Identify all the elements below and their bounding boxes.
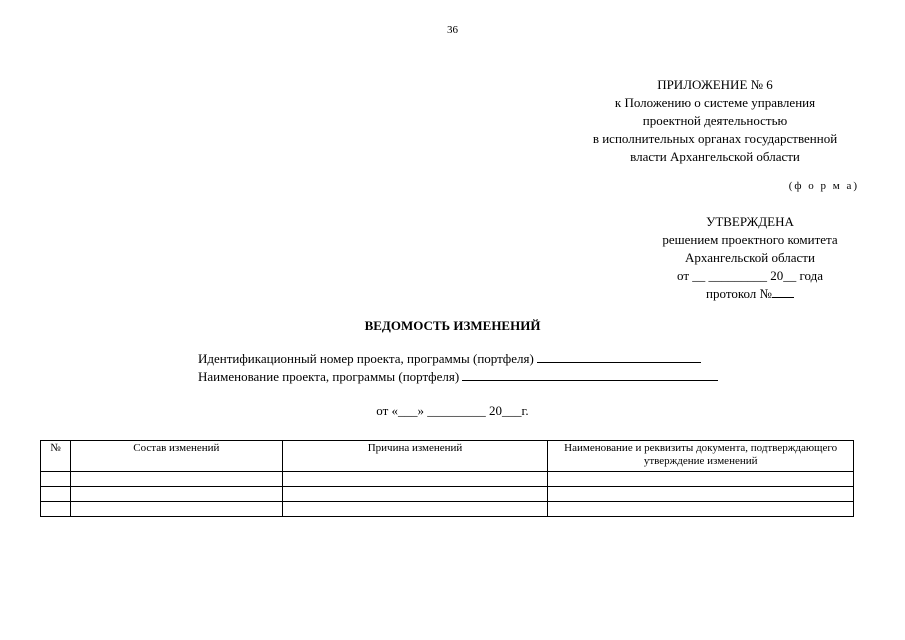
table-cell[interactable] [70, 472, 282, 487]
name-row [198, 368, 718, 386]
appendix-line: в исполнительных органах государственной [592, 131, 838, 146]
table-cell[interactable] [41, 487, 71, 502]
table-cell[interactable] [548, 487, 854, 502]
table-cell[interactable] [282, 472, 548, 487]
identification-label: Идентификационный номер проекта, программы (портфеля) [198, 351, 534, 366]
table-row [41, 487, 854, 502]
table-cell[interactable] [282, 502, 548, 517]
column-header-number: № [41, 441, 71, 472]
appendix-line: проектной деятельностью [642, 113, 788, 128]
table-cell[interactable] [41, 502, 71, 517]
appendix-line: ПРИЛОЖЕНИЕ № 6 [657, 77, 773, 92]
approval-date-line: от __ _________ 20__ года [676, 268, 824, 283]
identification-number-field[interactable] [537, 350, 701, 363]
table-row [41, 502, 854, 517]
name-label: Наименование проекта, программы (портфеля) [198, 369, 460, 384]
approval-line: Архангельской области [685, 250, 815, 265]
protocol-number-field[interactable] [772, 285, 794, 298]
table-cell[interactable] [548, 502, 854, 517]
approval-title: УТВЕРЖДЕНА [706, 214, 794, 229]
protocol-line [630, 285, 870, 303]
changes-table [40, 440, 854, 517]
appendix-line: к Положению о системе управления [614, 95, 816, 110]
column-header-changes: Состав изменений [70, 441, 282, 472]
column-header-reason: Причина изменений [282, 441, 548, 472]
page-number: 36 [447, 24, 458, 36]
table-cell[interactable] [70, 487, 282, 502]
protocol-label: протокол № [706, 286, 772, 301]
table-row [41, 472, 854, 487]
table-cell[interactable] [548, 472, 854, 487]
date-line: от «___» _________ 20___г. [376, 403, 529, 418]
table-cell[interactable] [41, 472, 71, 487]
appendix-line: власти Архангельской области [630, 149, 800, 164]
column-header-document: Наименование и реквизиты документа, подтверждающего утверждение изменений [548, 441, 854, 472]
table-cell[interactable] [282, 487, 548, 502]
approval-line: решением проектного комитета [662, 232, 838, 247]
project-name-field[interactable] [462, 368, 718, 381]
identification-row [198, 350, 718, 368]
form-note: (ф о р м а) [788, 180, 859, 192]
document-title: ВЕДОМОСТЬ ИЗМЕНЕНИЙ [364, 318, 541, 333]
approval-block [630, 213, 870, 303]
table-header-row [41, 441, 854, 472]
table-cell[interactable] [70, 502, 282, 517]
appendix-header [560, 76, 870, 166]
project-fields [198, 350, 718, 386]
